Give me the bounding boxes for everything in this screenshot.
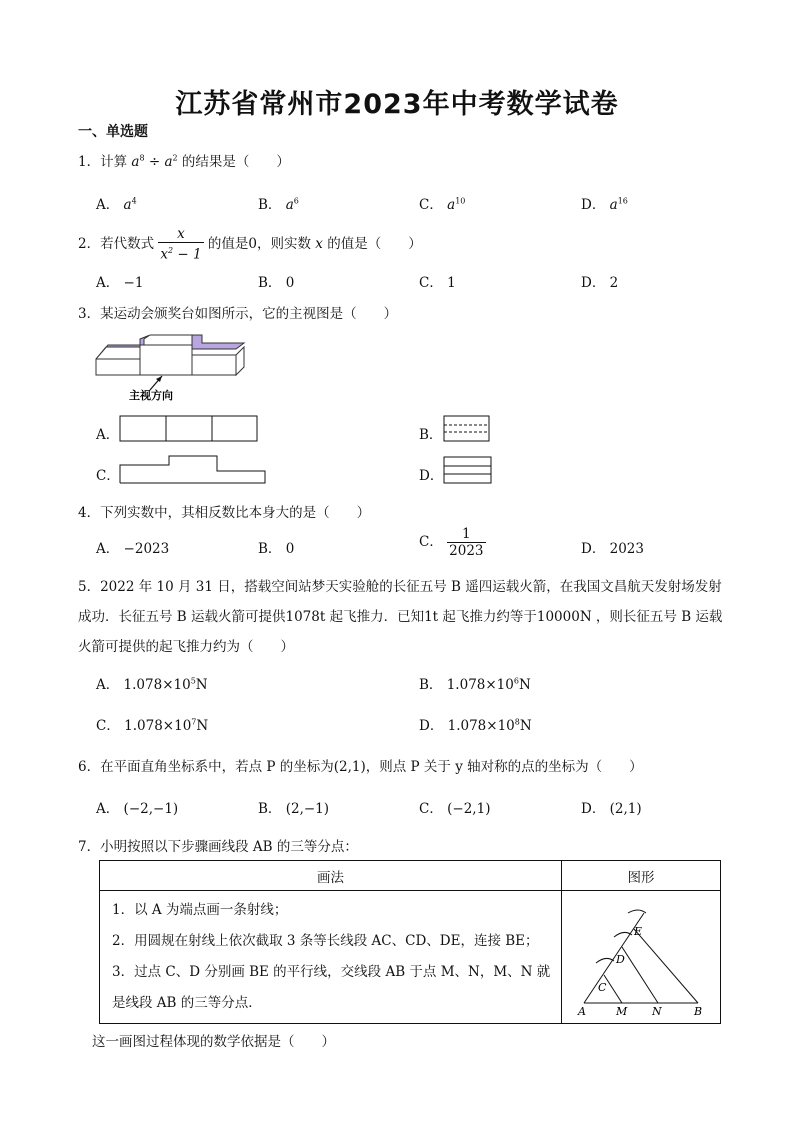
question-3: 3．某运动会颁奖台如图所示，它的主视图是（ ） — [78, 306, 398, 322]
q4-option-d: D． 2023 — [581, 541, 644, 557]
q3-option-d-label: D． — [419, 468, 444, 484]
table-header-method: 画法 — [100, 861, 562, 891]
q3-option-b-label: B． — [419, 427, 443, 443]
q6-option-a: A． (−2,−1) — [96, 801, 179, 817]
q3-option-a-label: A． — [96, 427, 120, 443]
q6-option-d: D． (2,1) — [581, 801, 642, 817]
q5-option-c: C． $1.078\times 10^7N$ — [96, 717, 209, 734]
question-4: 4．下列实数中，其相反数比本身大的是（ ） — [78, 505, 371, 521]
label-b: B — [694, 1005, 703, 1018]
label-d: D — [616, 953, 625, 966]
section-heading: 一、单选题 — [78, 124, 148, 140]
q5-option-a: A． $1.078\times 10^5N$ — [96, 676, 208, 693]
question-5-line-3: 火箭可提供的起飞推力约为（ ） — [78, 639, 294, 655]
q3-option-a-figure — [119, 415, 259, 443]
q1-option-b: B． $a^6$ — [258, 196, 299, 213]
q2-option-d: D． 2 — [581, 275, 619, 291]
q1-option-c: C． $a^{10}$ — [419, 196, 466, 213]
label-n: N — [652, 1005, 662, 1018]
trisection-figure — [562, 891, 720, 1019]
q2-option-a: A． −1 — [96, 275, 144, 291]
label-m: M — [616, 1005, 628, 1018]
construction-steps — [100, 891, 562, 1024]
q4-option-a: A． −2023 — [96, 541, 170, 557]
construction-figure-cell — [562, 891, 721, 1024]
step-2: 2．用圆规在射线上依次截取 3 条等长线段 AC、CD、DE，连接 BE； — [112, 933, 539, 949]
q1-option-a: A． $a^4$ — [96, 196, 137, 213]
q2-fraction: $\frac{x}{x^2 - 1}$ — [160, 226, 202, 263]
podium-figure — [92, 333, 252, 403]
q4-option-b: B． 0 — [258, 541, 295, 557]
table-header-figure: 图形 — [562, 861, 721, 891]
q6-option-c: C． (−2,1) — [419, 801, 491, 817]
question-7-after: 这一画图过程体现的数学依据是（ ） — [92, 1034, 335, 1050]
q5-option-b: B． $1.078\times 10^6N$ — [419, 676, 531, 693]
label-c: C — [598, 981, 607, 994]
question-2: 2．若代数式 $\frac{x}{x^2 - 1}$ 的值是0，则实数 x 的值是（ ） — [78, 226, 422, 263]
q3-option-d-figure — [443, 456, 493, 486]
q3-option-b-figure — [443, 415, 491, 443]
step-3: 3．过点 C、D 分别画 BE 的平行线，交线段 AB 于点 M、N，M、N 就 — [112, 964, 551, 980]
q6-option-b: B． (2,−1) — [258, 801, 330, 817]
question-5-line-2: 成功．长征五号 B 运载火箭可提供1078t 起飞推力．已知1t 起飞推力约等于10000N ，则长征五号 B 运载 — [78, 609, 723, 625]
q5-option-d: D． $1.078\times 10^8N$ — [419, 717, 532, 734]
q4-option-c: C． $\frac{1}{2023}$ — [419, 526, 484, 559]
label-e: E — [634, 925, 643, 938]
question-6: 6．在平面直角坐标系中，若点 P 的坐标为(2,1)，则点 P 关于 y 轴对称的点的坐标为（ ） — [78, 759, 643, 775]
q2-option-b: B． 0 — [258, 275, 295, 291]
step-1: 1．以 A 为端点画一条射线； — [112, 902, 288, 918]
construction-table — [99, 860, 721, 1024]
question-7: 7．小明按照以下步骤画线段 AB 的三等分点： — [78, 839, 358, 855]
view-direction-label: 主视方向 — [129, 389, 173, 402]
step-3-cont: 是线段 AB 的三等分点． — [112, 995, 262, 1011]
q1-stem-b: 的结果是（ ） — [181, 154, 290, 170]
q2-option-c: C． 1 — [419, 275, 456, 291]
q3-option-c-figure — [119, 455, 269, 485]
q3-option-c-label: C． — [96, 468, 120, 484]
page-title: 江苏省常州市2023年中考数学试卷 — [175, 89, 619, 120]
q1-stem-a: 1．计算 — [78, 154, 128, 170]
q1-option-d: D． $a^{16}$ — [581, 196, 628, 213]
label-a: A — [578, 1005, 586, 1018]
question-5-line-1: 5．2022 年 10 月 31 日，搭载空间站梦天实验舱的长征五号 B 遥四运载火箭，在我国文昌航天发射场发射 — [78, 579, 722, 595]
question-1: 1．计算 $a^8 \div a^2$ 的结果是（ ） — [78, 153, 290, 170]
